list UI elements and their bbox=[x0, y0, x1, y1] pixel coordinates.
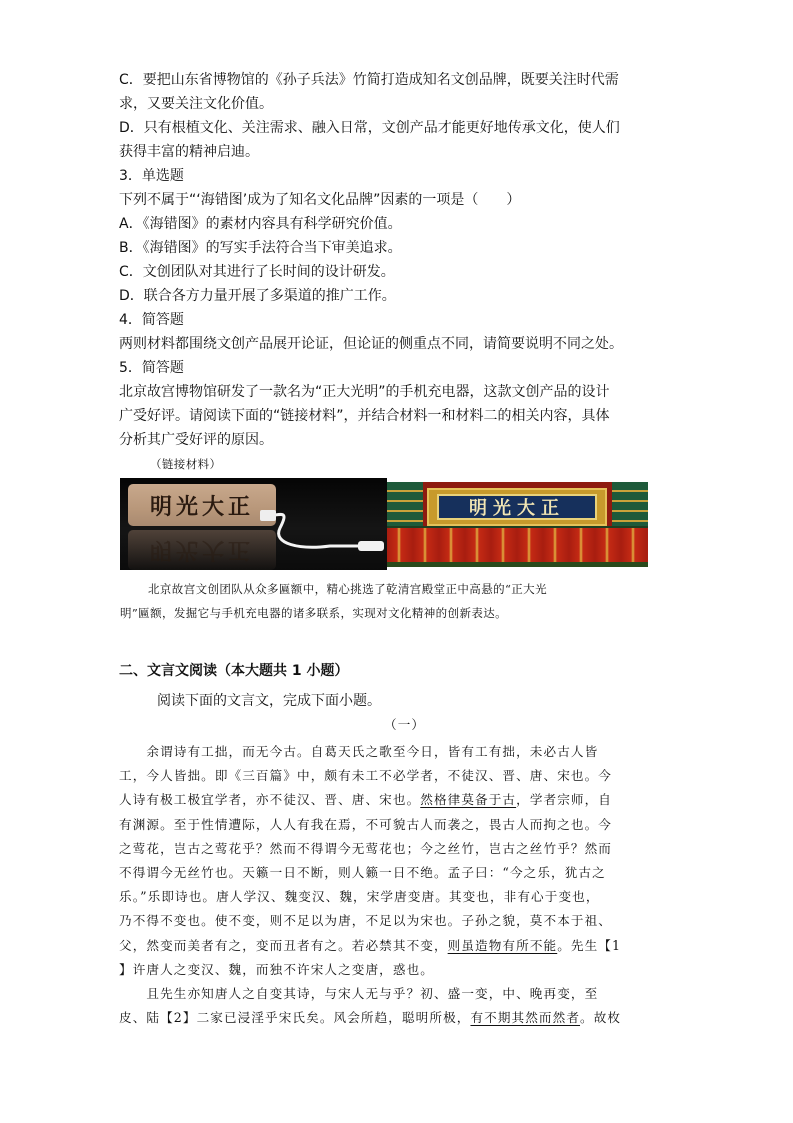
question-3-title: 3．单选题 bbox=[119, 168, 184, 184]
palace-plaque-image bbox=[387, 482, 648, 567]
question-5-stem-line1: 北京故宫博物馆研发了一款名为“正大光明”的手机充电器，这款文创产品的设计 bbox=[119, 384, 610, 400]
reading-instruction: 阅读下面的文言文，完成下面小题。 bbox=[157, 693, 381, 709]
question-5-stem-line2: 广受好评。请阅读下面的“链接材料”，并结合材料一和材料二的相关内容，具体 bbox=[119, 408, 610, 424]
text-segment: 】许唐人之变汉、魏，而独不许宋人之变唐，惑也。 bbox=[119, 961, 434, 977]
link-material-label: （链接材料） bbox=[150, 457, 222, 471]
text-segment: 之莺花，岂古之莺花乎？然而不得谓今无莺花也；今之丝竹，岂古之丝竹乎？然而 bbox=[119, 840, 612, 856]
question-5-stem-line3: 分析其广受好评的原因。 bbox=[119, 432, 273, 448]
text-segment: ，学者宗师，自 bbox=[516, 792, 612, 808]
text-segment: 父，然变而美者有之，变而丑者有之。若必禁其不变， bbox=[119, 937, 448, 953]
text-segment: 不得谓今无丝竹也。天籁一日不断，则人籁一日不绝。孟子曰：“今之乐，犹古之 bbox=[119, 865, 606, 880]
text-segment: 人诗有极工极宜学者，亦不徒汉、晋、唐、宋也。 bbox=[119, 792, 421, 808]
dragon-frieze bbox=[387, 528, 648, 562]
charger-plaque-text: 明光大正 bbox=[149, 493, 254, 520]
palace-plaque-board bbox=[427, 488, 607, 526]
caption-line2: 明”匾额，发掘它与手机充电器的诸多联系，实现对文化精神的创新表达。 bbox=[120, 606, 508, 620]
text-segment: 且先生亦知唐人之自变其诗，与宋人无与乎？初、盛一变，中、晚再变，至 bbox=[119, 986, 599, 1001]
classical-line bbox=[119, 961, 434, 979]
charger-product-image bbox=[120, 478, 387, 570]
classical-line bbox=[119, 1009, 621, 1027]
right-bracket bbox=[612, 482, 648, 526]
underlined-phrase: 然格律莫备于古 bbox=[420, 792, 517, 808]
question-5-title: 5．简答题 bbox=[119, 360, 184, 376]
text-segment: 。先生【1 bbox=[557, 937, 622, 953]
option-d-line1: D．只有根植文化、关注需求、融入日常，文创产品才能更好地传承文化，使人们 bbox=[119, 120, 620, 136]
classical-line bbox=[119, 816, 612, 834]
classical-line bbox=[119, 937, 621, 955]
option-d-line2: 获得丰富的精神启迪。 bbox=[119, 144, 259, 160]
left-bracket bbox=[387, 482, 423, 526]
classical-line bbox=[119, 864, 606, 882]
palace-plaque-text: 明光大正 bbox=[469, 498, 565, 519]
question-3-option-d: D．联合各方力量开展了多渠道的推广工作。 bbox=[119, 288, 396, 304]
part-label: （一） bbox=[384, 717, 426, 732]
charger-reflection-text: 明光大正 bbox=[149, 537, 254, 563]
classical-line bbox=[119, 791, 612, 809]
classical-line bbox=[119, 888, 600, 906]
question-3-option-b: B．《海错图》的写实手法符合当下审美追求。 bbox=[119, 240, 402, 256]
text-segment: 乃不得不变也。使不变，则不足以为唐，不足以为宋也。子孙之貌，莫不本于祖、 bbox=[119, 913, 612, 929]
usb-cable-icon bbox=[260, 488, 385, 558]
question-3-option-c: C．文创团队对其进行了长时间的设计研发。 bbox=[119, 264, 395, 280]
text-segment: 有渊源。至于性情遭际，人人有我在焉，不可貌古人而袭之，畏古人而拘之也。今 bbox=[119, 816, 612, 832]
section-2-heading: 二、文言文阅读（本大题共 1 小题） bbox=[119, 663, 349, 679]
classical-line bbox=[119, 743, 598, 761]
underlined-phrase: 则虽造物有所不能 bbox=[447, 937, 558, 953]
charger-reflection bbox=[128, 530, 276, 570]
option-c-line2: 求，又要关注文化价值。 bbox=[119, 96, 273, 112]
option-c-line1: C．要把山东省博物馆的《孙子兵法》竹简打造成知名文创品牌，既要关注时代需 bbox=[119, 72, 619, 88]
classical-line bbox=[119, 985, 598, 1003]
classical-line bbox=[119, 912, 612, 930]
question-4-stem: 两则材料都围绕文创产品展开论证，但论证的侧重点不同，请简要说明不同之处。 bbox=[119, 336, 623, 352]
question-4-title: 4．简答题 bbox=[119, 312, 184, 328]
palace-plaque-inner bbox=[437, 494, 597, 520]
underlined-phrase: 有不期其然而然者 bbox=[470, 1010, 581, 1026]
text-segment: 。故枚 bbox=[580, 1010, 622, 1026]
caption-line1: 北京故宫文创团队从众多匾额中，精心挑选了乾清宫殿堂正中高悬的“正大光 bbox=[148, 582, 547, 596]
text-segment: 皮、陆【2】二家已浸淫乎宋氏矣。风会所趋，聪明所极， bbox=[119, 1010, 471, 1026]
text-segment: 工，今人皆拙。即《三百篇》中，颇有未工不必学者，不徒汉、晋、唐、宋也。今 bbox=[119, 768, 612, 784]
question-3-stem: 下列不属于“‘海错图’成为了知名文化品牌”因素的一项是（ ） bbox=[119, 192, 521, 208]
question-3-option-a: A．《海错图》的素材内容具有科学研究价值。 bbox=[119, 216, 402, 232]
classical-line bbox=[119, 840, 612, 858]
frieze-bottom bbox=[387, 562, 648, 567]
charger-plaque bbox=[128, 484, 276, 526]
text-segment: 乐。”乐即诗也。唐人学汉、魏变汉、魏，宋学唐变唐。其变也，非有心于变也， bbox=[119, 889, 600, 905]
classical-line bbox=[119, 767, 612, 785]
text-segment: 余谓诗有工拙，而无今古。自葛天氏之歌至今日，皆有工有拙，未必古人皆 bbox=[119, 744, 599, 759]
